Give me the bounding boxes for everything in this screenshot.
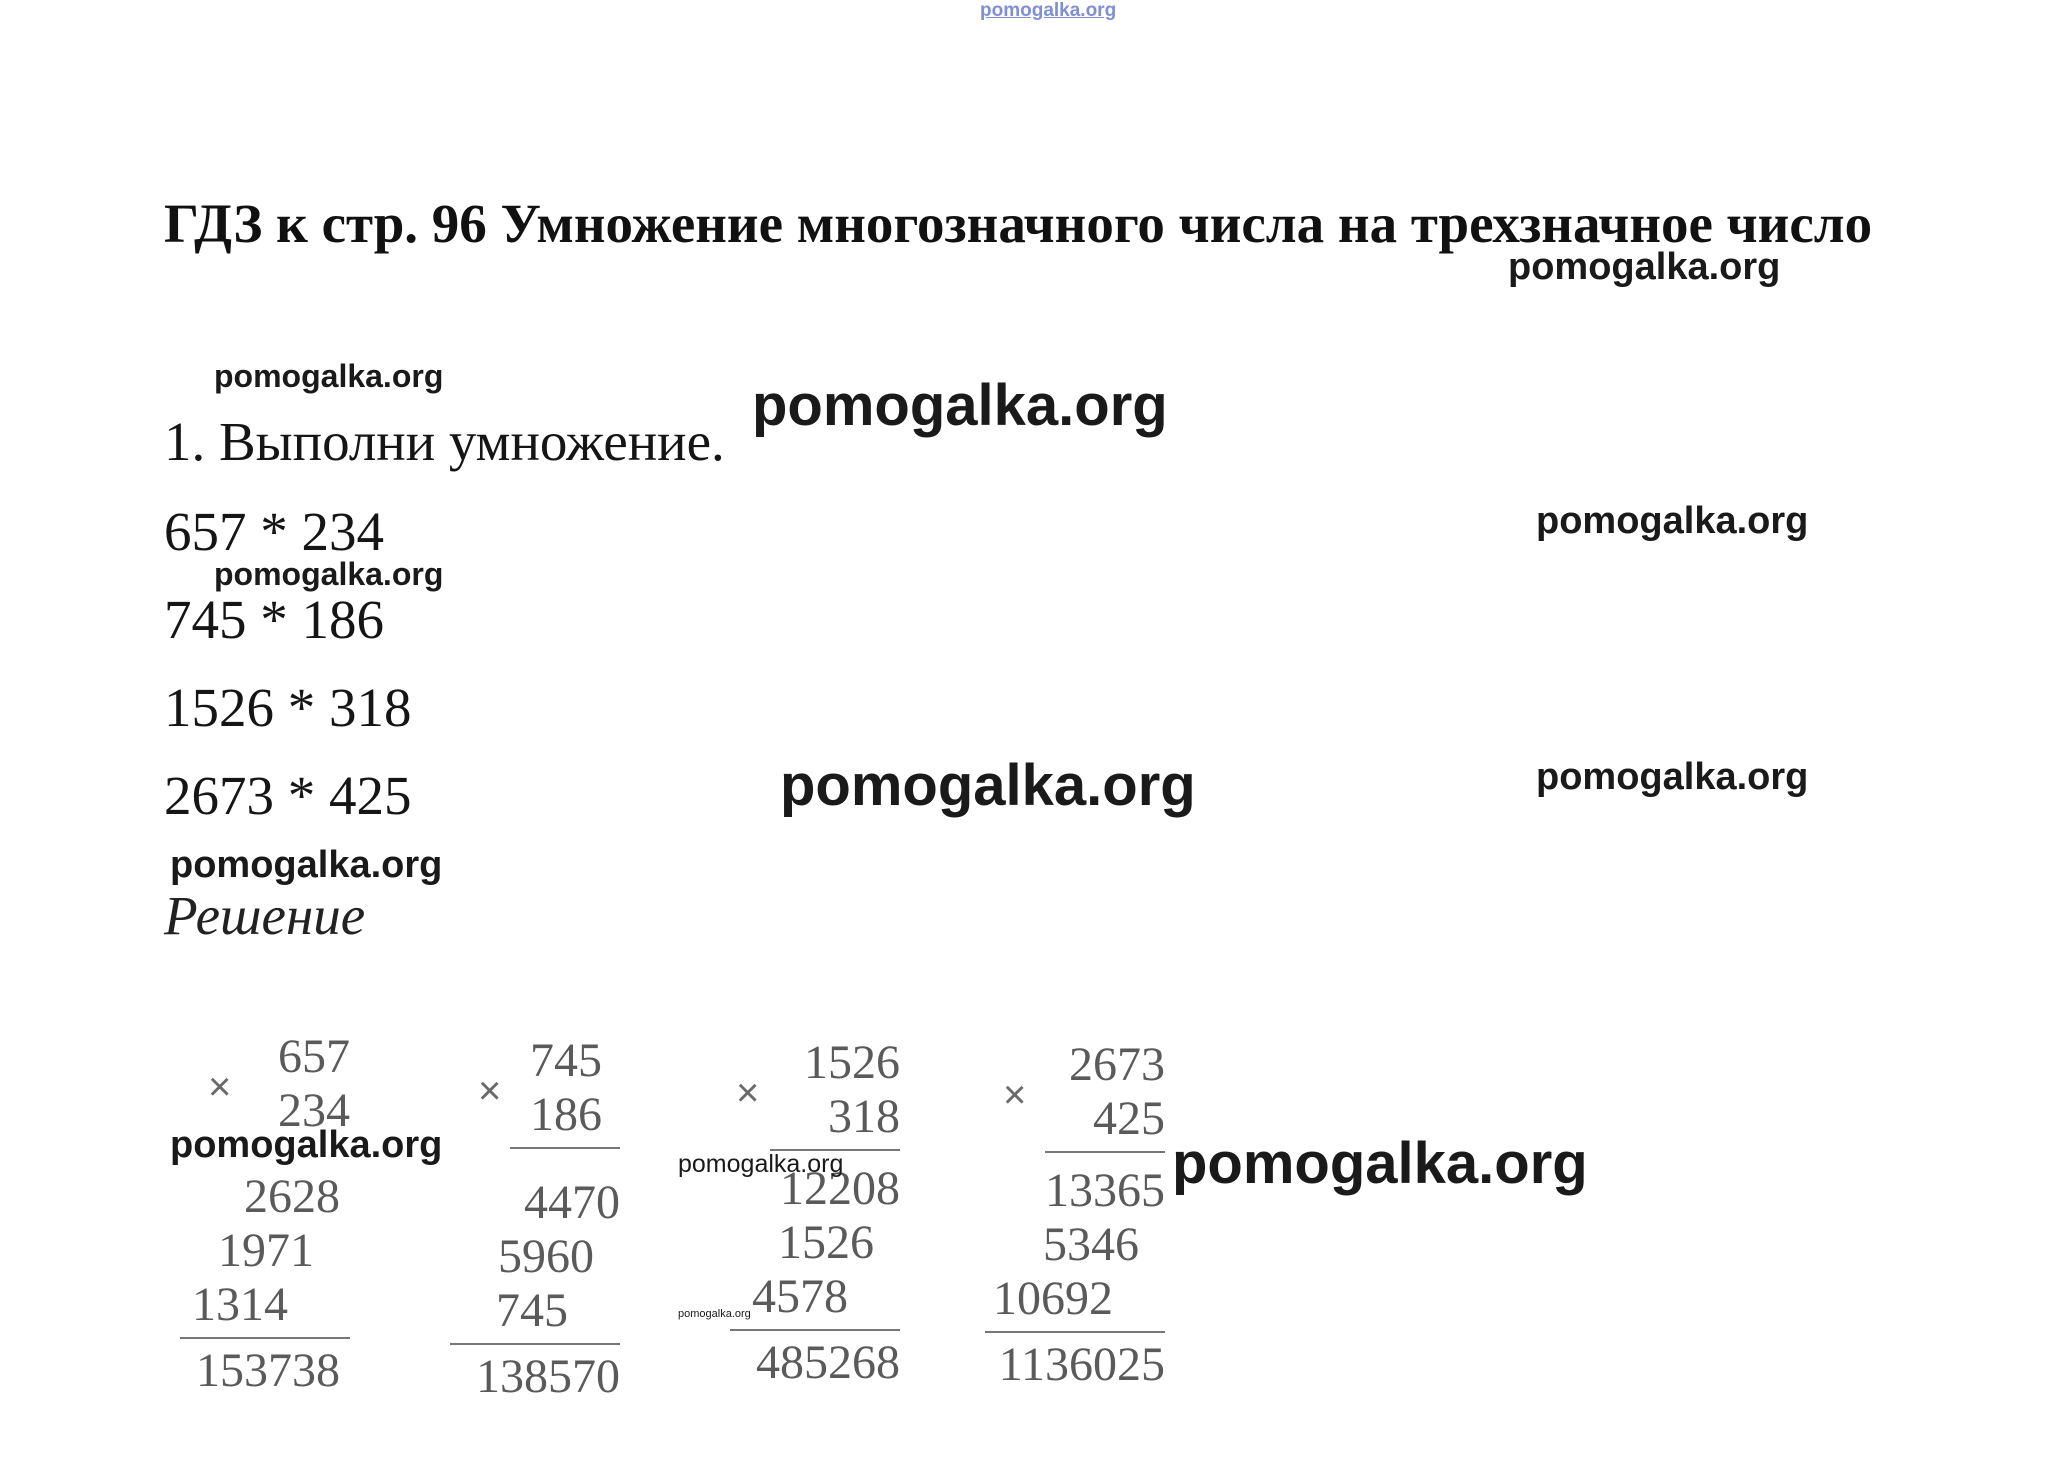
column-multiplication-4 [985, 1038, 1165, 1392]
product: 153738 [196, 1344, 340, 1397]
partial-product-3: 745 [496, 1284, 568, 1337]
watermark: pomogalka.org [780, 753, 1196, 818]
expression-2: 745 * 186 [164, 589, 384, 650]
multiplicand: 657 [278, 1030, 350, 1083]
multiplicand: 745 [530, 1034, 602, 1087]
multiplicand: 1526 [804, 1036, 900, 1089]
result-line [180, 1337, 350, 1339]
partial-product-3: 10692 [993, 1272, 1113, 1325]
multiply-sign: × [208, 1065, 232, 1109]
partial-product-3: 4578 [752, 1270, 848, 1323]
column-multiplication-2 [450, 1034, 620, 1404]
product: 1136025 [998, 1338, 1165, 1391]
product: 485268 [756, 1336, 900, 1389]
product: 138570 [476, 1350, 620, 1403]
multiply-sign: × [478, 1069, 502, 1113]
multiplier: 186 [530, 1088, 602, 1141]
partial-product-2: 1526 [778, 1216, 874, 1269]
partial-product-3: 1314 [192, 1278, 288, 1331]
partial-product-1: 2628 [244, 1170, 340, 1223]
column-multiplication-3 [730, 1036, 900, 1390]
result-line [450, 1343, 620, 1345]
multiply-sign: × [736, 1071, 760, 1115]
watermark: pomogalka.org [1172, 1131, 1588, 1196]
watermark: pomogalka.org [1536, 500, 1809, 542]
watermark: pomogalka.org [752, 373, 1168, 438]
partial-product-2: 1971 [218, 1224, 314, 1277]
watermark: pomogalka.org [214, 358, 444, 394]
watermark: pomogalka.org [678, 1150, 844, 1178]
column-multiplication-1 [180, 1030, 350, 1398]
watermark: pomogalka.org [170, 844, 443, 886]
multiplier-line [1045, 1151, 1165, 1153]
result-line [730, 1329, 900, 1331]
source-link[interactable]: pomogalka.org [980, 0, 1117, 21]
multiplier: 234 [278, 1084, 350, 1137]
expression-3: 1526 * 318 [164, 677, 412, 738]
partial-product-1: 4470 [524, 1176, 620, 1229]
partial-product-1: 13365 [1045, 1164, 1165, 1217]
partial-product-1: 12208 [780, 1162, 900, 1215]
watermark: pomogalka.org [1536, 756, 1809, 798]
multiplicand: 2673 [1069, 1038, 1165, 1091]
page-title: ГДЗ к стр. 96 Умножение многозначного числа на трехзначное число [164, 193, 1873, 254]
watermark: pomogalka.org [170, 1124, 443, 1166]
partial-product-2: 5346 [1043, 1218, 1139, 1271]
multiply-sign: × [1003, 1073, 1027, 1117]
result-line [985, 1331, 1165, 1333]
task-heading: 1. Выполни умножение. [164, 411, 725, 472]
watermark: pomogalka.org [1508, 246, 1781, 288]
watermark: pomogalka.org [678, 1308, 751, 1320]
solution-label: Решение [164, 885, 366, 946]
multiplier-line [510, 1147, 620, 1149]
expression-1: 657 * 234 [164, 501, 384, 562]
watermark: pomogalka.org [214, 556, 444, 592]
multiplier: 425 [1093, 1092, 1165, 1145]
expression-4: 2673 * 425 [164, 765, 412, 826]
partial-product-2: 5960 [498, 1230, 594, 1283]
multiplier: 318 [828, 1090, 900, 1143]
